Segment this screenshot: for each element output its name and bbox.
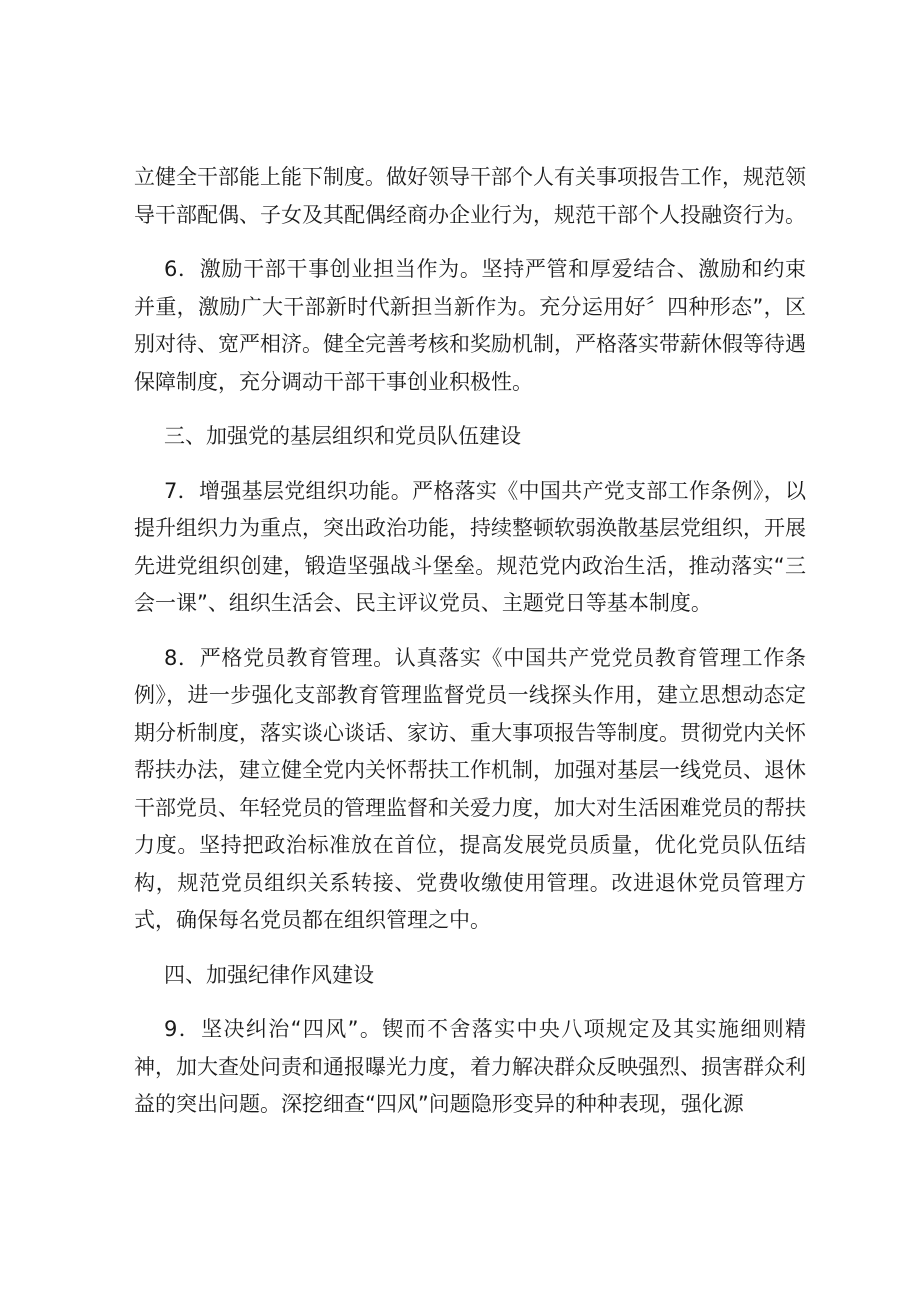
paragraph-1: 立健全干部能上能下制度。做好领导干部个人有关事项报告工作，规范领导干部配偶、子女及其配偶经商办企业行为，规范干部个人投融资行为。 (134, 165, 806, 227)
paragraph-item-7: 7．增强基层党组织功能。严格落实《中国共产党支部工作条例》，以提升组织力为重点，突出政治功能，持续整顿软弱涣散基层党组织，开展先进党组织创建，锻造坚强战斗堡垒。规范党内政治生活，推动落实“三会一课”、组织生活会、民主评议党员、主题党日等基本制度。 (134, 478, 806, 615)
section-heading-4: 四、加强纪律作风建设 (164, 962, 374, 987)
paragraph-item-9: 9．坚决纠治“四风”。锲而不舍落实中央八项规定及其实施细则精神，加大查处问责和通报曝光力度，着力解决群众反映强烈、损害群众利益的突出问题。深挖细查“四风”问题隐形变异的种种表现，强化源 (134, 1017, 806, 1116)
paragraph-item-8: 8．严格党员教育管理。认真落实《中国共产党党员教育管理工作条例》，进一步强化支部教育管理监督党员一线探头作用，建立思想动态定期分析制度，落实谈心谈话、家访、重大事项报告等制度。贯彻党内关怀帮扶办法，建立健全党内关怀帮扶工作机制，加强对基层一线党员、退休干部党员、年轻党员的管理监督和关爱力度，加大对生活困难党员的帮扶力度。坚持把政治标准放在首位，提高发展党员质量，优化党员队伍结构，规范党员组织关系转接、党费收缴使用管理。改进退休党员管理方式，确保每名党员都在组织管理之中。 (134, 645, 806, 932)
section-heading-3: 三、加强党的基层组织和党员队伍建设 (164, 424, 521, 448)
paragraph-item-6: 6．激励干部干事创业担当作为。坚持严管和厚爱结合、激励和约束并重，激励广大干部新时代新担当新作为。充分运用好〞四种形态”，区别对待、宽严相济。健全完善考核和奖励机制，严格落实带薪休假等待遇保障制度，充分调动干部干事创业积极性。 (134, 257, 806, 394)
document-body (134, 159, 806, 1141)
